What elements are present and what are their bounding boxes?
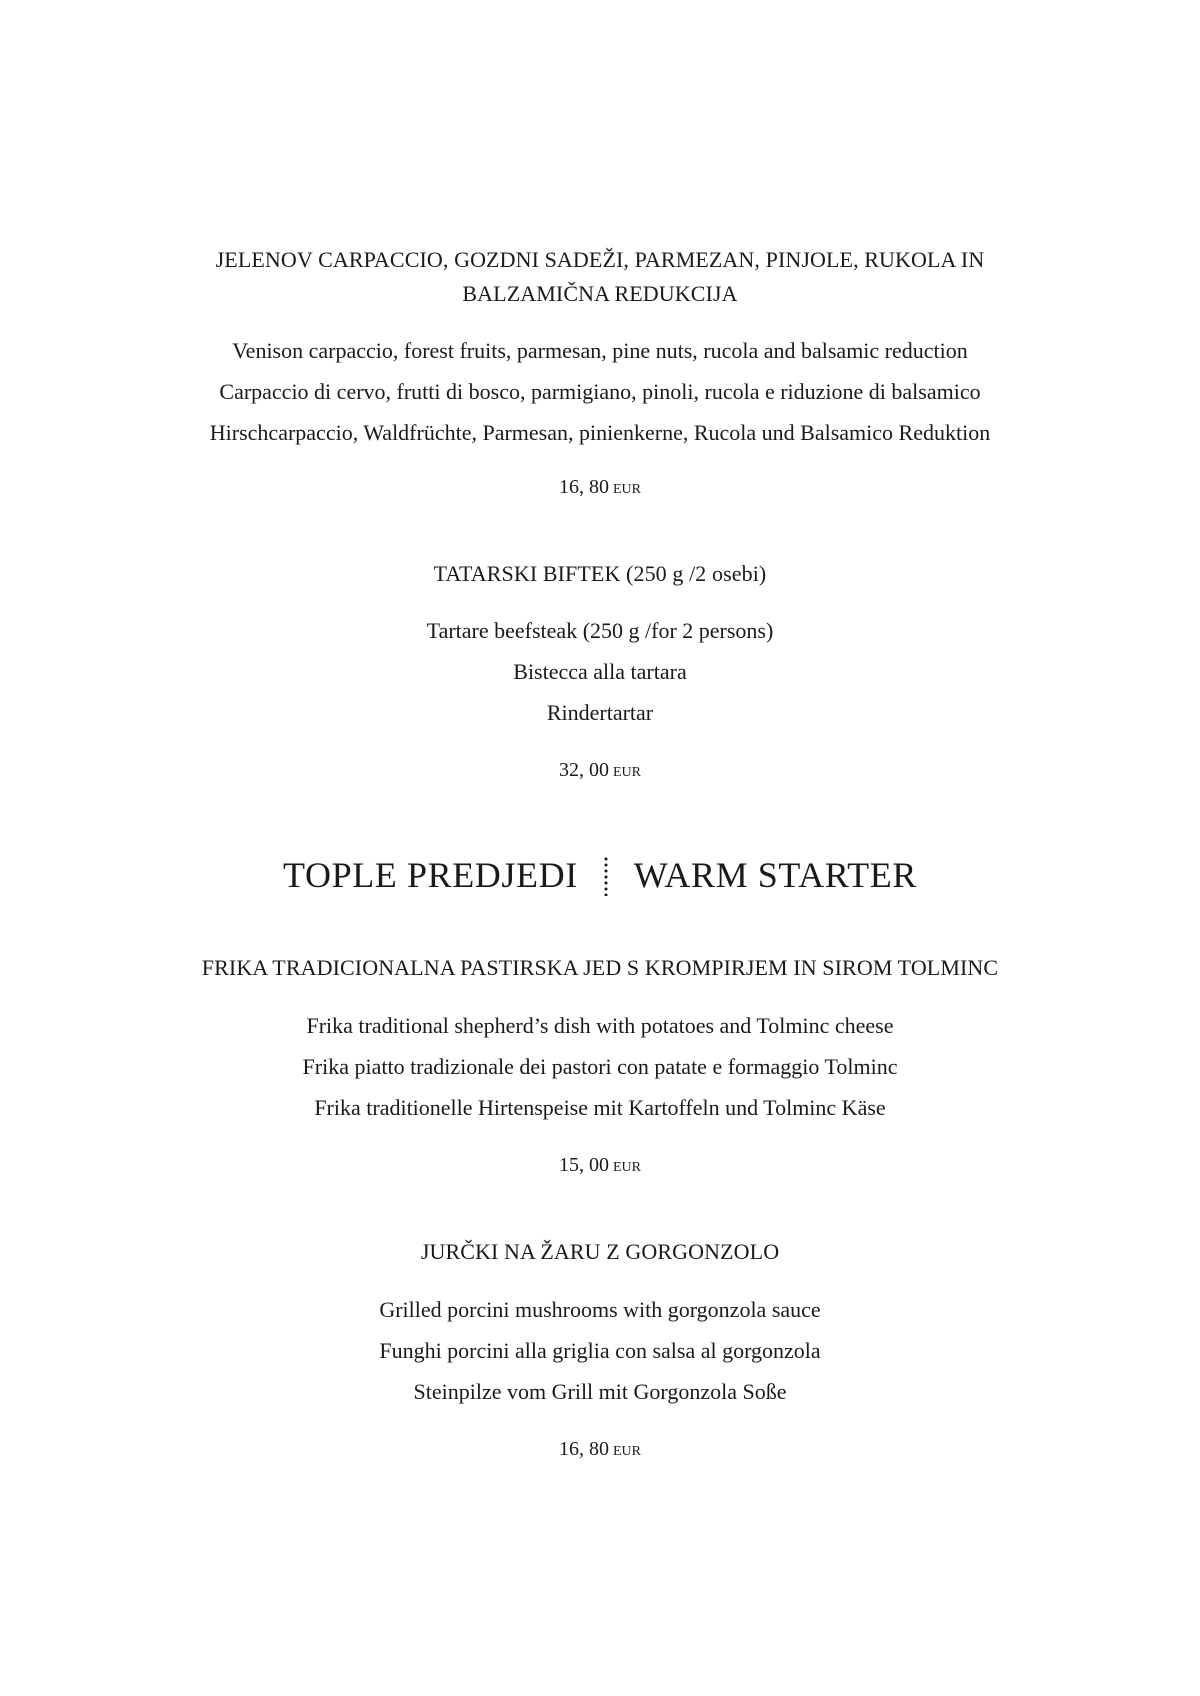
price-value: 16, 80 <box>559 476 609 498</box>
item-title-line: JELENOV CARPACCIO, GOZDNI SADEŽI, PARMEZAN, PINJOLE, RUKOLA IN <box>215 247 985 272</box>
price-currency: EUR <box>613 765 641 780</box>
item-price <box>0 1155 1200 1175</box>
price-currency: EUR <box>613 1444 641 1459</box>
price-currency: EUR <box>613 482 641 497</box>
section-heading-en: WARM STARTER <box>633 855 917 895</box>
item-description-it: Funghi porcini alla griglia con salsa al gorgonzola <box>379 1338 821 1363</box>
item-description-en: Frika traditional shepherd’s dish with potatoes and Tolminc cheese <box>306 1013 894 1038</box>
price-value: 15, 00 <box>559 1154 609 1176</box>
section-heading <box>0 857 1200 899</box>
item-description-de: Steinpilze vom Grill mit Gorgonzola Soße <box>413 1379 787 1404</box>
item-title-line: BALZAMIČNA REDUKCIJA <box>462 281 738 306</box>
item-title-line: FRIKA TRADICIONALNA PASTIRSKA JED S KROMPIRJEM IN SIROM TOLMINC <box>201 955 999 980</box>
item-description-de: Hirschcarpaccio, Waldfrüchte, Parmesan, pinienkerne, Rucola und Balsamico Reduktion <box>209 420 991 445</box>
item-description-en: Venison carpaccio, forest fruits, parmesan, pine nuts, rucola and balsamic reduction <box>232 338 968 363</box>
price-currency: EUR <box>613 1160 641 1175</box>
item-price <box>0 760 1200 780</box>
item-description-it: Frika piatto tradizionale dei pastori con patate e formaggio Tolminc <box>302 1054 898 1079</box>
item-title-line: JURČKI NA ŽARU Z GORGONZOLO <box>420 1239 780 1264</box>
item-description-it: Bistecca alla tartara <box>513 659 687 684</box>
dotted-divider <box>604 856 608 896</box>
item-description-en: Tartare beefsteak (250 g /for 2 persons) <box>426 618 774 643</box>
item-price <box>0 477 1200 497</box>
item-description-de: Rindertartar <box>546 700 654 725</box>
price-value: 32, 00 <box>559 759 609 781</box>
item-title-line: TATARSKI BIFTEK (250 g /2 osebi) <box>433 561 767 586</box>
item-description-it: Carpaccio di cervo, frutti di bosco, parmigiano, pinoli, rucola e riduzione di balsamico <box>219 379 981 404</box>
item-description-de: Frika traditionelle Hirtenspeise mit Kartoffeln und Tolminc Käse <box>314 1095 886 1120</box>
item-price <box>0 1439 1200 1459</box>
price-value: 16, 80 <box>559 1438 609 1460</box>
item-description-en: Grilled porcini mushrooms with gorgonzola sauce <box>379 1297 821 1322</box>
section-heading-sl: TOPLE PREDJEDI <box>283 855 578 895</box>
